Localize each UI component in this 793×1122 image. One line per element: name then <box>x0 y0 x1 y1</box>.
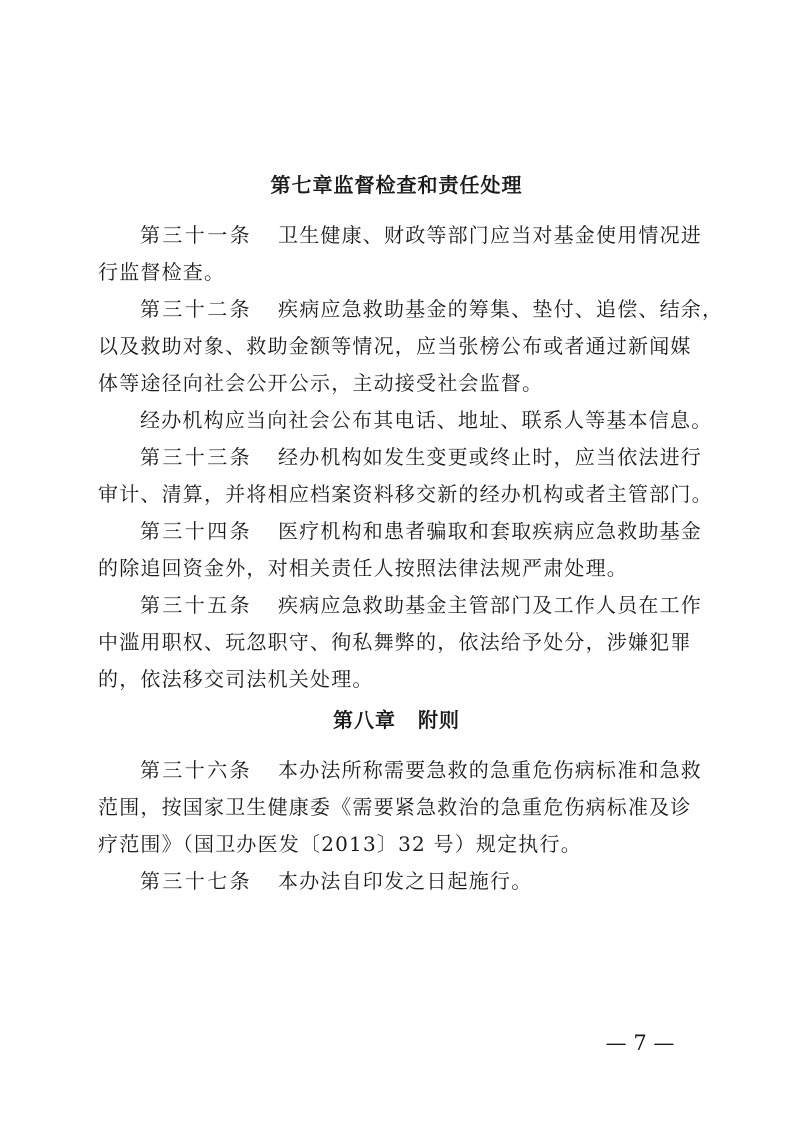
article-33-label: 第三十三条 <box>140 445 252 469</box>
chapter-8-title <box>0 705 793 735</box>
chapter-7-title: 第七章监督检查和责任处理 <box>270 173 523 197</box>
article-34-line-2: 的除追回资金外，对相关责任人按照法律法规严肃处理。 <box>98 556 628 580</box>
page-number: — 7 — <box>605 1031 675 1055</box>
article-32-text-1: 疾病应急救助基金的筹集、垫付、追偿、结余， <box>278 297 724 321</box>
article-32-line-1 <box>140 294 724 324</box>
article-31-line-1 <box>140 220 700 250</box>
article-35-label: 第三十五条 <box>140 593 252 617</box>
article-33-text-1: 经办机构如发生变更或终止时，应当依法进行 <box>278 445 702 469</box>
article-37-label: 第三十七条 <box>140 869 252 893</box>
article-37-line-1 <box>140 866 700 896</box>
article-34-line-1 <box>140 516 700 546</box>
article-36-line-2: 范围，按国家卫生健康委《需要紧急救治的急重危伤病标准及诊 <box>98 795 692 819</box>
article-35-text-1: 疾病应急救助基金主管部门及工作人员在工作 <box>278 593 702 617</box>
article-36-line-3: 疗范围》（国卫办医发〔2013〕32 号）规定执行。 <box>98 832 582 856</box>
article-34-text-1: 医疗机构和患者骗取和套取疾病应急救助基金 <box>278 519 702 543</box>
article-36-text-1: 本办法所称需要急救的急重危伤病标准和急救 <box>278 758 702 782</box>
article-32-label: 第三十二条 <box>140 297 252 321</box>
article-35-line-3: 的，依法移交司法机关处理。 <box>98 667 374 691</box>
article-35-line-1 <box>140 590 700 620</box>
agency-info-paragraph: 经办机构应当向社会公布其电话、地址、联系人等基本信息。 <box>140 408 713 432</box>
article-34-label: 第三十四条 <box>140 519 252 543</box>
article-36-line-1 <box>140 755 700 785</box>
chapter-8-number: 第八章 <box>333 708 396 732</box>
article-33-line-1 <box>140 442 700 472</box>
article-31-line-2: 行监督检查。 <box>98 260 226 284</box>
article-37-text-1: 本办法自印发之日起施行。 <box>278 869 533 893</box>
article-32-line-2: 以及救助对象、救助金额等情况，应当张榜公布或者通过新闻媒 <box>98 334 692 358</box>
article-31-label: 第三十一条 <box>140 223 252 247</box>
chapter-8-name: 附则 <box>418 708 460 732</box>
article-33-line-2: 审计、清算，并将相应档案资料移交新的经办机构或者主管部门。 <box>98 482 713 506</box>
article-35-line-2: 中滥用职权、玩忽职守、徇私舞弊的，依法给予处分，涉嫌犯罪 <box>98 630 692 654</box>
article-32-line-3: 体等途径向社会公开公示，主动接受社会监督。 <box>98 371 544 395</box>
article-36-label: 第三十六条 <box>140 758 252 782</box>
article-31-text-1: 卫生健康、财政等部门应当对基金使用情况进 <box>278 223 702 247</box>
